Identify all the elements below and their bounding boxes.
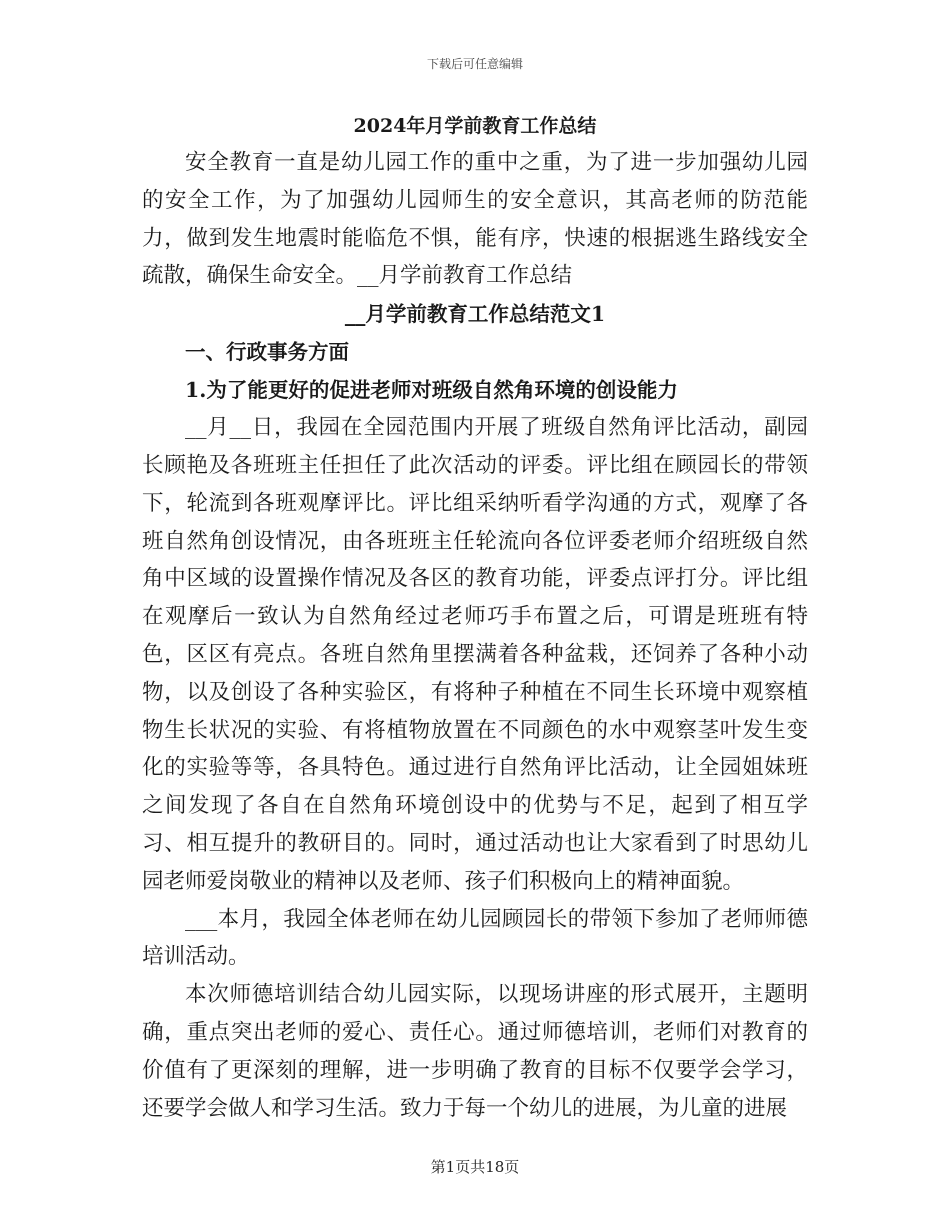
- document-subtitle: __月学前教育工作总结范文1: [344, 302, 606, 327]
- body-paragraph-3: 本次师德培训结合幼儿园实际，以现场讲座的形式展开，主题明确，重点突出老师的爱心、责任心。通过师德培训，老师们对教育的价值有了更深刻的理解，进一步明确了教育的目标不仅要学会学习，还要学会做人和学习生活。致力于每一个幼儿的进展，为儿童的进展: [142, 982, 808, 1121]
- section-heading: 一、行政事务方面: [185, 340, 349, 365]
- page-number-footer: 第1页共18页: [430, 1158, 520, 1176]
- body-paragraph-2: ___本月，我园全体老师在幼儿园顾园长的带领下参加了老师师德培训活动。: [142, 906, 808, 970]
- body-paragraph-1: __月__日，我园在全园范围内开展了班级自然角评比活动，副园长顾艳及各班班主任担任了此次活动的评委。评比组在顾园长的带领下，轮流到各班观摩评比。评比组采纳听看学沟通的方式，观摩了各班自然角创设情况，由各班班主任轮流向各位评委老师介绍班级自然角中区域的设置操作情况及各区的教育功能，评委点评打分。评比组在观摩后一致认为自然角经过老师巧手布置之后，可谓是班班有特色，区区有亮点。各班自然角里摆满着各种盆栽，还饲养了各种小动物，以及创设了各种实验区，有将种子种植在不同生长环境中观察植物生长状况的实验、有将植物放置在不同颜色的水中观察茎叶发生变化的实验等等，各具特色。通过进行自然角评比活动，让全园姐妹班之间发现了各自在自然角环境创设中的优势与不足，起到了相互学习、相互提升的教研目的。同时，通过活动也让大家看到了时思幼儿园老师爱岗敬业的精神以及老师、孩子们积极向上的精神面貌。: [142, 415, 808, 894]
- subsection-heading: 1.为了能更好的促进老师对班级自然角环境的创设能力: [185, 378, 678, 403]
- intro-paragraph: 安全教育一直是幼儿园工作的重中之重，为了进一步加强幼儿园的安全工作，为了加强幼儿园师生的安全意识，其高老师的防范能力，做到发生地震时能临危不惧，能有序，快速的根据逃生路线安全疏散，确保生命安全。__月学前教育工作总结: [142, 150, 808, 289]
- document-body: [142, 108, 808, 1127]
- document-title: 2024年月学前教育工作总结: [353, 115, 597, 137]
- header-note: 下载后可任意编辑: [426, 57, 523, 71]
